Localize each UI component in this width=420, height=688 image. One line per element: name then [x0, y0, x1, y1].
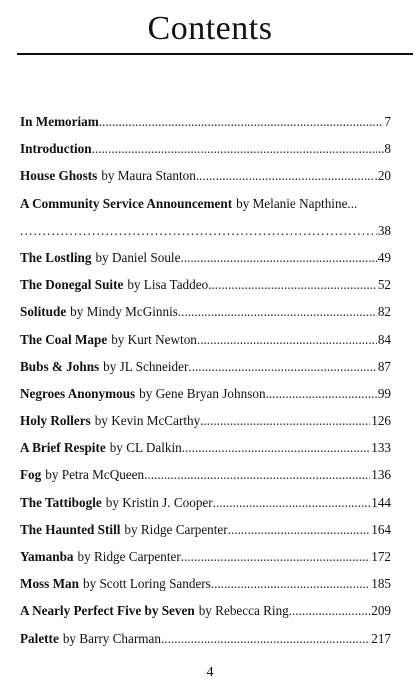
- toc-entry-author: by Daniel Soule: [95, 249, 181, 265]
- toc-leader-dots: [208, 277, 377, 293]
- toc-entry: [20, 386, 391, 413]
- toc-entry-author: by CL Dalkin: [109, 440, 182, 456]
- toc-entry-author: by Mindy McGinnis: [70, 304, 178, 320]
- toc-entry-page: 209: [371, 603, 391, 619]
- toc-entry-page: 87: [377, 358, 391, 374]
- toc-entry: [20, 141, 391, 168]
- toc-entry-title: The Tattibogle: [20, 494, 102, 510]
- page-number: 4: [206, 665, 214, 680]
- toc-entry: [20, 304, 391, 331]
- toc-entry-continuation: [20, 223, 391, 250]
- toc-entry-author: by Kurt Newton: [111, 331, 197, 347]
- toc-entry: [20, 467, 391, 494]
- toc-entry-page: 52: [377, 277, 391, 293]
- toc-entry: [20, 603, 391, 630]
- toc-entry-author: by Kristin J. Cooper: [105, 494, 213, 510]
- toc-leader-dots: [196, 168, 374, 184]
- toc-list: [20, 114, 391, 658]
- toc-leader-dots: [182, 440, 370, 456]
- toc-entry: [20, 332, 391, 359]
- toc-leader-dots: [20, 223, 377, 239]
- toc-entry-page: 126: [371, 413, 391, 429]
- toc-leader-dots: [180, 250, 376, 266]
- toc-entry: [20, 576, 391, 603]
- toc-entry-page: 217: [371, 630, 391, 646]
- toc-entry-page: 185: [371, 576, 391, 592]
- toc-entry-page: 99: [377, 385, 391, 401]
- toc-entry-title: A Community Service Announcement: [20, 195, 233, 211]
- toc-entry-title: Palette: [20, 630, 59, 646]
- toc-entry-page: 164: [371, 521, 391, 537]
- toc-entry-author: by Petra McQueen: [45, 467, 145, 483]
- toc-entry-page: 172: [371, 549, 391, 564]
- toc-entry: [20, 168, 391, 195]
- toc-leader-dots: [161, 631, 370, 647]
- toc-entry: [20, 631, 391, 658]
- toc-entry-author: by Ridge Carpenter: [77, 549, 181, 564]
- toc-entry-page: 82: [377, 304, 391, 320]
- toc-entry-page: 136: [371, 467, 391, 483]
- toc-entry-author: by Maura Stanton: [101, 168, 196, 184]
- toc-entry-title: Negroes Anonymous: [20, 385, 136, 401]
- toc-entry-author: by Barry Charman: [62, 630, 161, 646]
- toc-entry-page: 49: [377, 249, 391, 265]
- toc-entry-page: 144: [371, 494, 391, 510]
- toc-entry: [20, 522, 391, 549]
- toc-entry-page: 84: [377, 331, 391, 347]
- toc-leader-dots: [188, 359, 376, 375]
- toc-entry: [20, 359, 391, 386]
- toc-entry-author: by Gene Bryan Johnson: [139, 385, 266, 401]
- toc-entry-page: 7: [384, 114, 391, 129]
- toc-leader-dots: [178, 304, 377, 320]
- page-title: Contents: [147, 10, 273, 47]
- toc-leader-dots: [200, 413, 370, 429]
- toc-entry-title: The Lostling: [20, 249, 92, 265]
- toc-entry-title: The Donegal Suite: [20, 277, 124, 293]
- toc-leader-dots: [228, 522, 371, 538]
- toc-leader-dots: [211, 576, 370, 592]
- toc-leader-dots: [197, 332, 377, 348]
- toc-entry-page: .20: [374, 168, 391, 184]
- toc-entry-author: by Scott Loring Sanders: [82, 576, 211, 592]
- toc-entry-title: Bubs & Johns: [20, 358, 100, 374]
- toc-entry-title: Introduction: [20, 141, 92, 157]
- toc-entry-title: The Haunted Still: [20, 521, 121, 537]
- toc-leader-dots: [289, 603, 370, 619]
- toc-entry-title: A Brief Respite: [20, 440, 106, 456]
- toc-leader-dots: [181, 549, 370, 565]
- toc-entry-title: Holy Rollers: [20, 413, 91, 429]
- toc-entry-title: The Coal Mape: [20, 331, 108, 347]
- title-rule: [17, 53, 413, 55]
- toc-entry: [20, 549, 391, 576]
- toc-entry-title: Fog: [20, 467, 42, 483]
- toc-entry-title: House Ghosts: [20, 168, 98, 184]
- toc-entry-title: A Nearly Perfect Five by Seven: [20, 603, 195, 619]
- toc-entry-author: by Kevin McCarthy: [94, 413, 201, 429]
- toc-entry-title: Solitude: [20, 304, 67, 320]
- toc-leader-dots: [266, 386, 377, 402]
- toc-entry: [20, 495, 391, 522]
- toc-leader-dots: [99, 114, 384, 130]
- toc-entry-author: by Rebecca Ring: [198, 603, 289, 619]
- toc-entry-author: by JL Schneider: [103, 358, 189, 374]
- toc-entry-title: In Memoriam: [20, 114, 99, 129]
- toc-entry-author: by Ridge Carpenter: [124, 521, 228, 537]
- toc-leader-dots: [213, 495, 371, 511]
- toc-entry-page: 38: [377, 222, 391, 238]
- toc-entry: [20, 196, 391, 223]
- toc-entry-page: 133: [371, 440, 391, 456]
- toc-leader-dots: [144, 467, 370, 483]
- toc-entry-title: Moss Man: [20, 576, 79, 592]
- toc-entry-author: by Melanie Napthine...: [236, 195, 358, 211]
- toc-entry-title: Yamanba: [20, 549, 74, 564]
- toc-entry: [20, 440, 391, 467]
- toc-entry: [20, 413, 391, 440]
- toc-entry-page: ..8: [377, 141, 391, 157]
- toc-entry: [20, 114, 391, 141]
- toc-leader-dots: [92, 141, 377, 157]
- toc-entry-author: by Lisa Taddeo: [127, 277, 209, 293]
- toc-entry: [20, 277, 391, 304]
- toc-entry: [20, 250, 391, 277]
